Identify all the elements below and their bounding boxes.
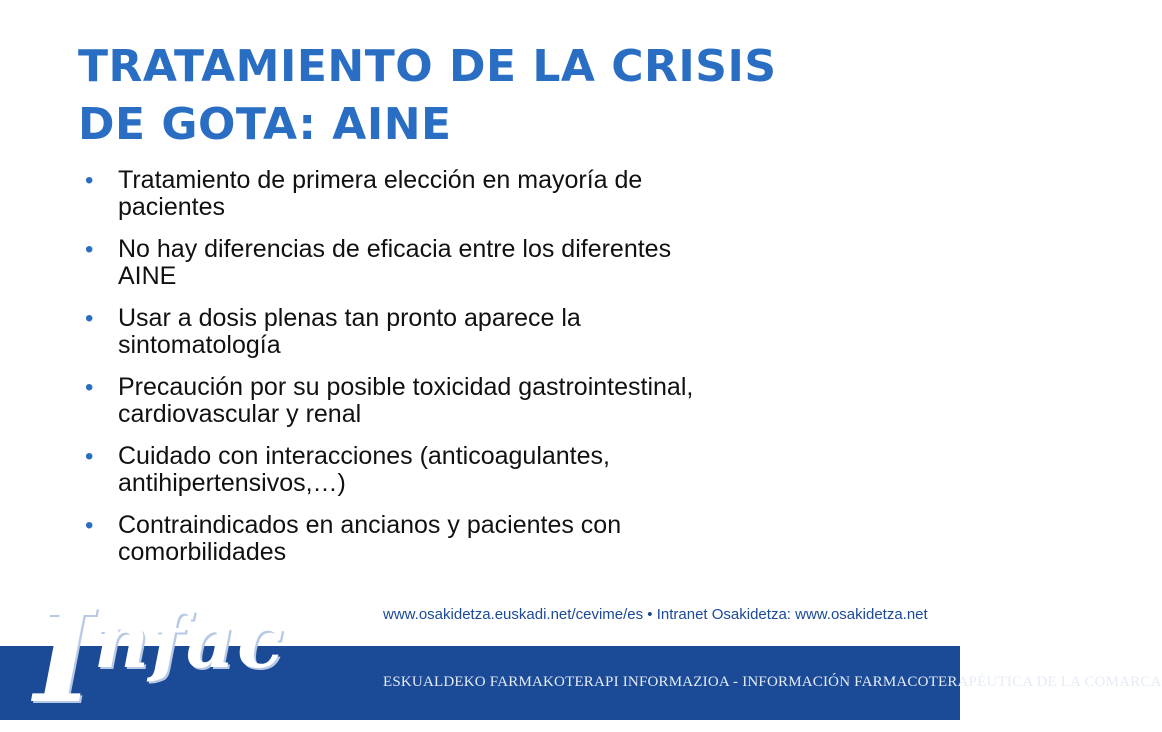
- bullet-text-line-2: comorbilidades: [118, 538, 287, 566]
- bullet-text-line-1: Usar a dosis plenas tan pronto aparece la: [118, 304, 581, 332]
- bullet-item-contraindications: [82, 512, 882, 566]
- slide-title-line-2: DE GOTA: AINE: [78, 99, 452, 150]
- bullet-dot-icon: •: [85, 374, 94, 401]
- bullet-text-line-1: Tratamiento de primera elección en mayoría de: [118, 166, 643, 194]
- bullet-text-line-1: No hay diferencias de eficacia entre los diferentes: [118, 235, 672, 263]
- footer-tagline: ESKUALDEKO FARMAKOTERAPI INFORMAZIOA - INFORMACIÓN FARMACOTERAPÉUTICA DE LA COMARCA: [383, 674, 1162, 690]
- bullet-item-full-doses: [82, 305, 882, 359]
- bullet-item-no-differences: [82, 236, 882, 290]
- bullet-dot-icon: •: [85, 236, 94, 263]
- bullet-list: [82, 167, 882, 581]
- bullet-dot-icon: •: [85, 443, 94, 470]
- bullet-dot-icon: •: [85, 167, 94, 194]
- logo-rest: nfac: [93, 596, 286, 685]
- footer-links-text: www.osakidetza.euskadi.net/cevime/es • Intranet Osakidetza: www.osakidetza.net: [383, 606, 928, 623]
- bullet-dot-icon: •: [85, 305, 94, 332]
- bullet-text-line-2: pacientes: [118, 193, 226, 221]
- slide-title-line-1: TRATAMIENTO DE LA CRISIS: [78, 41, 777, 92]
- footer-banner: [0, 582, 1162, 732]
- bullet-text-line-1: Contraindicados en ancianos y pacientes con: [118, 511, 622, 539]
- bullet-text-line-2: AINE: [118, 262, 177, 290]
- bullet-dot-icon: •: [85, 512, 94, 539]
- bullet-item-toxicity-precaution: [82, 374, 882, 428]
- slide-title: [78, 38, 918, 154]
- bullet-text-line-2: sintomatología: [118, 331, 281, 359]
- bullet-text-line-1: Precaución por su posible toxicidad gastrointestinal,: [118, 373, 694, 401]
- bullet-item-first-choice: [82, 167, 882, 221]
- bullet-text-line-2: antihipertensivos,…): [118, 469, 346, 497]
- bullet-item-interactions: [82, 443, 882, 497]
- logo-initial: I: [34, 582, 94, 732]
- bullet-text-line-2: cardiovascular y renal: [118, 400, 362, 428]
- infac-logo: [34, 582, 286, 732]
- bullet-text-line-1: Cuidado con interacciones (anticoagulantes,: [118, 442, 610, 470]
